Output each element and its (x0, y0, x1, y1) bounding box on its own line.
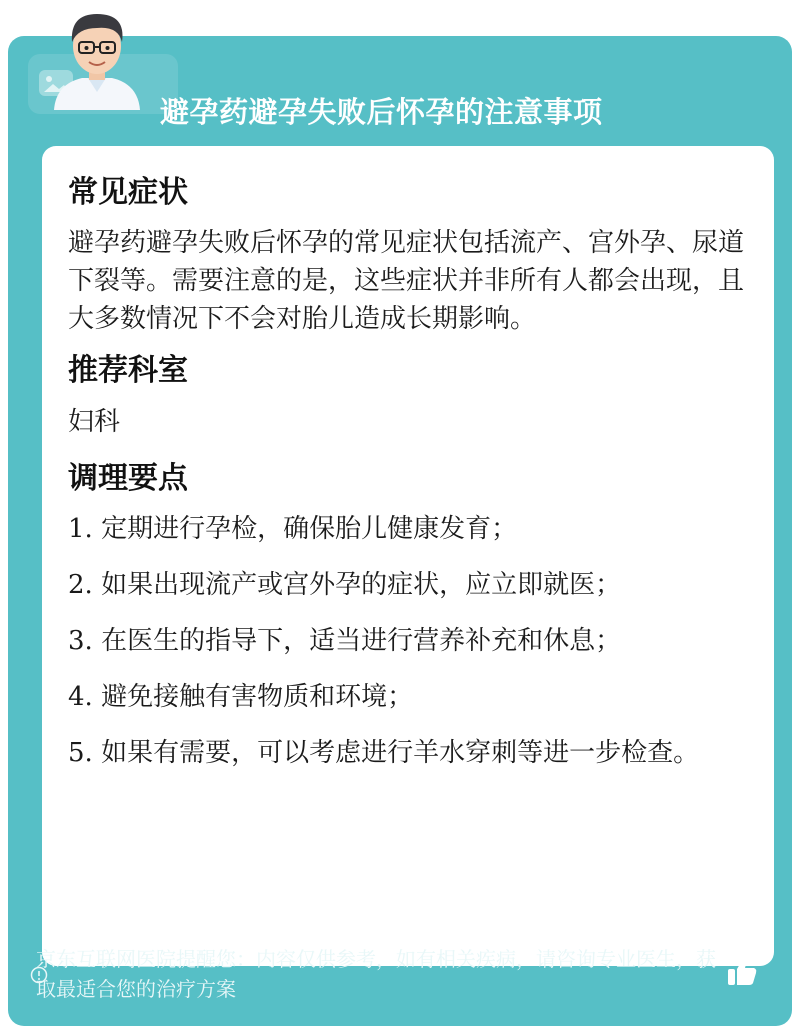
list-item (68, 678, 748, 716)
list-item (68, 566, 748, 604)
list-item-number: 4. (68, 682, 93, 712)
content-panel (42, 146, 774, 966)
department-text: 妇科 (68, 407, 121, 437)
list-item-number: 1. (68, 514, 93, 544)
list-item (68, 734, 748, 772)
list-item-text: 避免接触有害物质和环境； (101, 682, 414, 712)
symptoms-text: 避孕药避孕失败后怀孕的常见症状包括流产、宫外孕、尿道下裂等。需要注意的是，这些症状并非所有人都会出现，且大多数情况下不会对胎儿造成长期影响。 (68, 228, 745, 334)
list-item-number: 2. (68, 570, 93, 600)
page-title: 避孕药避孕失败后怀孕的注意事项 (160, 95, 603, 129)
list-item (68, 622, 748, 660)
list-item-text: 定期进行孕检，确保胎儿健康发育； (101, 514, 518, 544)
footer-disclaimer: 京东互联网医院提醒您：内容仅供参考，如有相关疾病，请咨询专业医生，获取最适合您的治疗方案 (36, 947, 716, 1001)
list-item-number: 3. (68, 626, 93, 656)
symptoms-heading: 常见症状 (68, 175, 188, 210)
care-heading: 调理要点 (68, 461, 188, 496)
care-list (68, 510, 748, 772)
list-item-text: 如果出现流产或宫外孕的症状，应立即就医； (101, 570, 622, 600)
thumbs-up-icon[interactable] (725, 955, 759, 989)
article-card (8, 36, 792, 1026)
list-item-text: 在医生的指导下，适当进行营养补充和休息； (101, 626, 622, 656)
department-heading: 推荐科室 (68, 353, 188, 388)
list-item-text: 如果有需要，可以考虑进行羊水穿刺等进一步检查。 (101, 738, 700, 768)
list-item-number: 5. (68, 738, 93, 768)
list-item (68, 510, 748, 548)
doctor-avatar (42, 4, 152, 110)
